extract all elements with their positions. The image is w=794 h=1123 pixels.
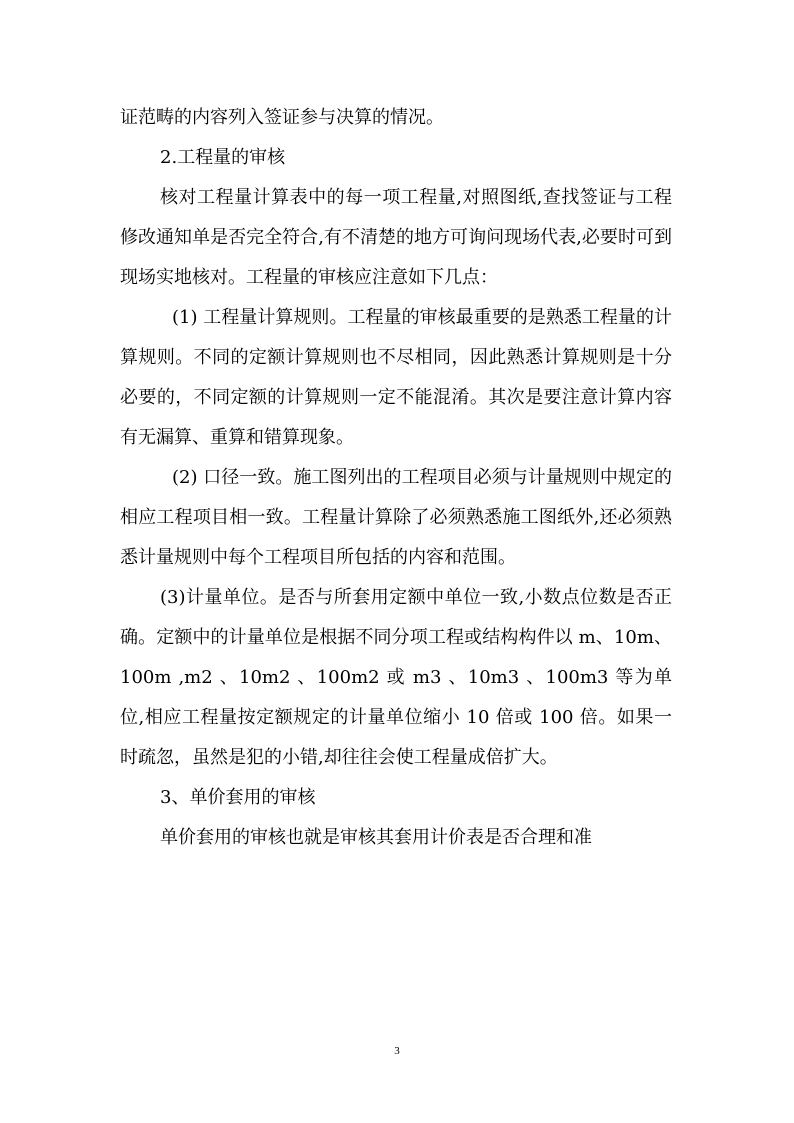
section-heading-unit-price-review: 3、单价套用的审核 bbox=[160, 787, 316, 808]
paragraph-consistent-scope: (2) 口径一致。施工图列出的工程项目必须与计量规则中规定的相应工程项目相一致。工程量计算除了必须熟悉施工图纸外,还必须熟悉计量规则中每个工程项目所包括的内容和范围。 bbox=[120, 467, 672, 568]
section-heading-quantity-review: 2.工程量的审核 bbox=[160, 147, 286, 168]
paragraph-measurement-units: (3)计量单位。是否与所套用定额中单位一致,小数点位数是否正确。定额中的计量单位是根据不同分项工程或结构构件以 m、10m、100m ,m2 、10m2 、100m2 或 m3 、10m3 、100m3 等为单位,相应工程量按定额规定的计量单位缩小 10 倍或 100 倍。如果一时疏忽，虽然是犯的小错,却往往会使工程量成倍扩大。 bbox=[120, 587, 672, 768]
paragraph-calc-rules: (1) 工程量计算规则。工程量的审核最重要的是熟悉工程量的计算规则。不同的定额计算规则也不尽相同，因此熟悉计算规则是十分必要的，不同定额的计算规则一定不能混淆。其次是要注意计算内容有无漏算、重算和错算现象。 bbox=[120, 307, 672, 448]
document-body bbox=[120, 98, 672, 858]
paragraph-unit-price: 单价套用的审核也就是审核其套用计价表是否合理和准 bbox=[160, 827, 592, 848]
paragraph-continuation: 证范畴的内容列入签证参与决算的情况。 bbox=[120, 107, 444, 128]
page-number: 3 bbox=[394, 1045, 400, 1057]
paragraph-quantity-check: 核对工程量计算表中的每一项工程量,对照图纸,查找签证与工程修改通知单是否完全符合,有不清楚的地方可询问现场代表,必要时可到现场实地核对。工程量的审核应注意如下几点： bbox=[120, 187, 672, 288]
